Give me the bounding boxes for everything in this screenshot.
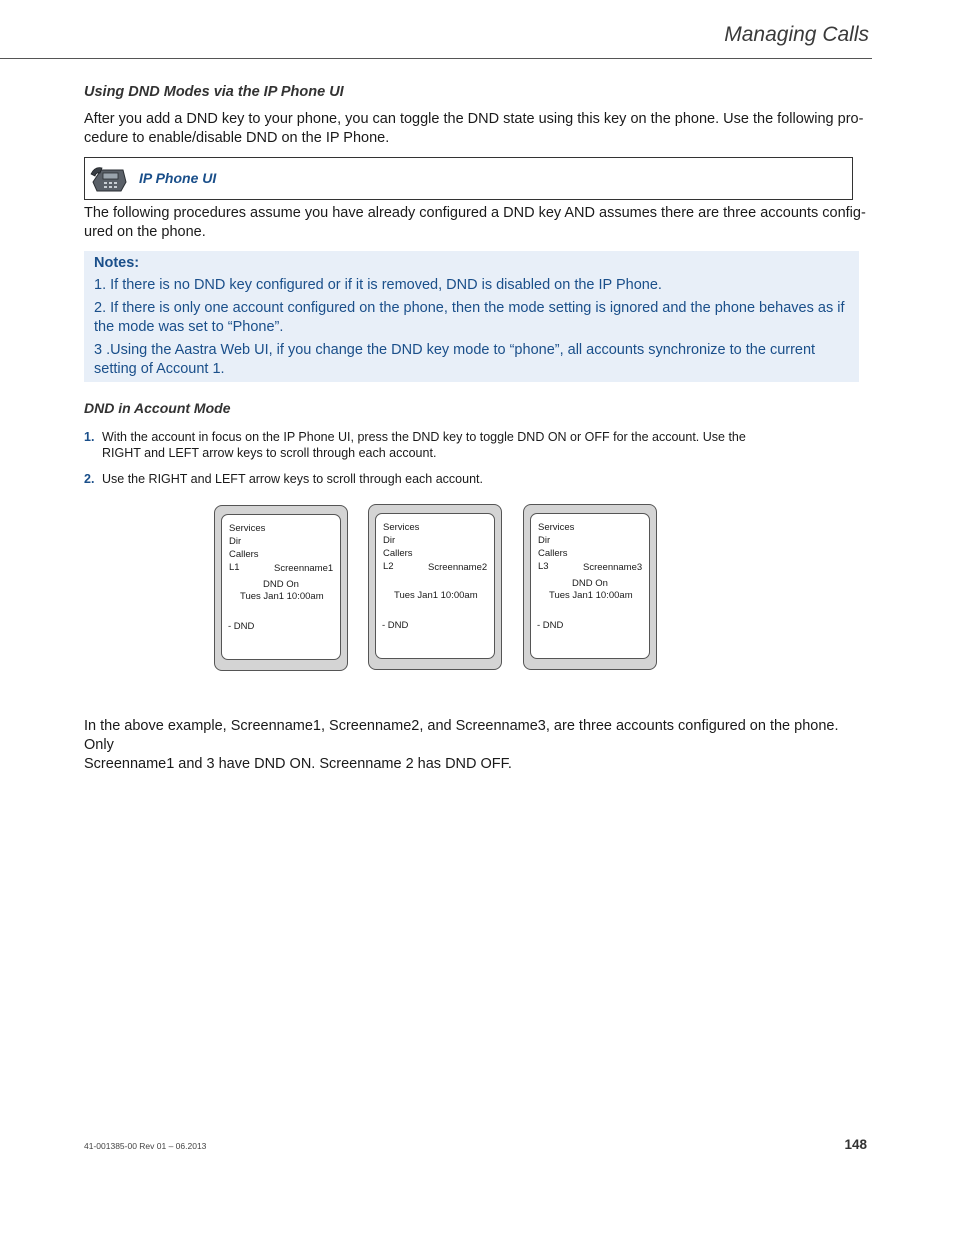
line-label: L2 [383, 561, 394, 572]
intro-line-2: cedure to enable/disable DND on the IP Phone. [84, 130, 390, 146]
intro-line-1: After you add a DND key to your phone, you can toggle the DND state using this key on the phone. Use the following pro- [84, 111, 864, 127]
conclusion-line-2: Screenname1 and 3 have DND ON. Screenname 2 has DND OFF. [84, 756, 512, 772]
dnd-softkey: - DND [382, 620, 409, 631]
note-item-3: 3 .Using the Aastra Web UI, if you change the DND key mode to “phone”, all accounts synchronize to the current setting of Account 1. [94, 342, 816, 377]
step-2-number: 2. [84, 472, 95, 486]
menu-dir: Dir [538, 535, 551, 546]
phone-screen-1 [221, 514, 341, 660]
phone-screen-2 [375, 513, 495, 659]
menu-callers: Callers [383, 548, 413, 559]
notes-box [84, 251, 859, 382]
step-1 [84, 429, 784, 461]
conclusion-paragraph [84, 717, 870, 774]
footer-doc-id: 41-001385-00 Rev 01 – 06.2013 [84, 1141, 207, 1151]
page-header-title: Managing Calls [724, 23, 869, 46]
desk-phone-icon [90, 165, 128, 198]
menu-services: Services [538, 522, 575, 533]
footer-page-number: 148 [844, 1137, 867, 1152]
note-item-1: 1. If there is no DND key configured or if it is removed, DND is disabled on the IP Phone. [94, 277, 662, 293]
date-time: Tues Jan1 10:00am [240, 591, 324, 602]
phone-display-2 [368, 504, 502, 670]
date-time: Tues Jan1 10:00am [549, 590, 633, 601]
screenname: Screenname3 [583, 562, 643, 573]
assumption-line-1: The following procedures assume you have already configured a DND key AND assumes there are three accounts config- [84, 205, 866, 221]
menu-callers: Callers [538, 548, 568, 559]
screenname: Screenname2 [428, 562, 488, 573]
step-2 [84, 471, 784, 487]
subsection-heading: DND in Account Mode [84, 400, 231, 416]
note-item-2: 2. If there is only one account configured on the phone, then the mode setting is ignored and the phone behaves as if the mode was set to “Phone”. [94, 300, 845, 335]
menu-services: Services [229, 523, 266, 534]
date-time: Tues Jan1 10:00am [394, 590, 478, 601]
menu-dir: Dir [229, 536, 242, 547]
dnd-status: DND On [572, 578, 608, 589]
section-heading: Using DND Modes via the IP Phone UI [84, 84, 344, 100]
ip-phone-ui-box [84, 157, 853, 200]
conclusion-line-1: In the above example, Screenname1, Screenname2, and Screenname3, are three accounts configured on the phone. Only [84, 718, 839, 753]
screenname: Screenname1 [274, 563, 334, 574]
step-1-text: With the account in focus on the IP Phone UI, press the DND key to toggle DND ON or OFF for the account. Use the RIGHT and LEFT arrow keys to scroll through each account. [102, 430, 746, 460]
phone-display-3 [523, 504, 657, 670]
menu-callers: Callers [229, 549, 259, 560]
menu-services: Services [383, 522, 420, 533]
intro-paragraph [84, 110, 870, 148]
assumption-paragraph [84, 204, 870, 242]
ip-phone-ui-label: IP Phone UI [139, 170, 217, 186]
line-label: L3 [538, 561, 549, 572]
step-1-number: 1. [84, 430, 95, 444]
assumption-line-2: ured on the phone. [84, 224, 206, 240]
phone-display-1 [214, 505, 348, 671]
dnd-status: DND On [263, 579, 299, 590]
menu-dir: Dir [383, 535, 396, 546]
step-2-text: Use the RIGHT and LEFT arrow keys to scroll through each account. [102, 472, 483, 486]
header-rule [0, 58, 872, 59]
dnd-softkey: - DND [228, 621, 255, 632]
dnd-softkey: - DND [537, 620, 564, 631]
line-label: L1 [229, 562, 240, 573]
phone-screen-3 [530, 513, 650, 659]
notes-title: Notes: [94, 255, 140, 271]
